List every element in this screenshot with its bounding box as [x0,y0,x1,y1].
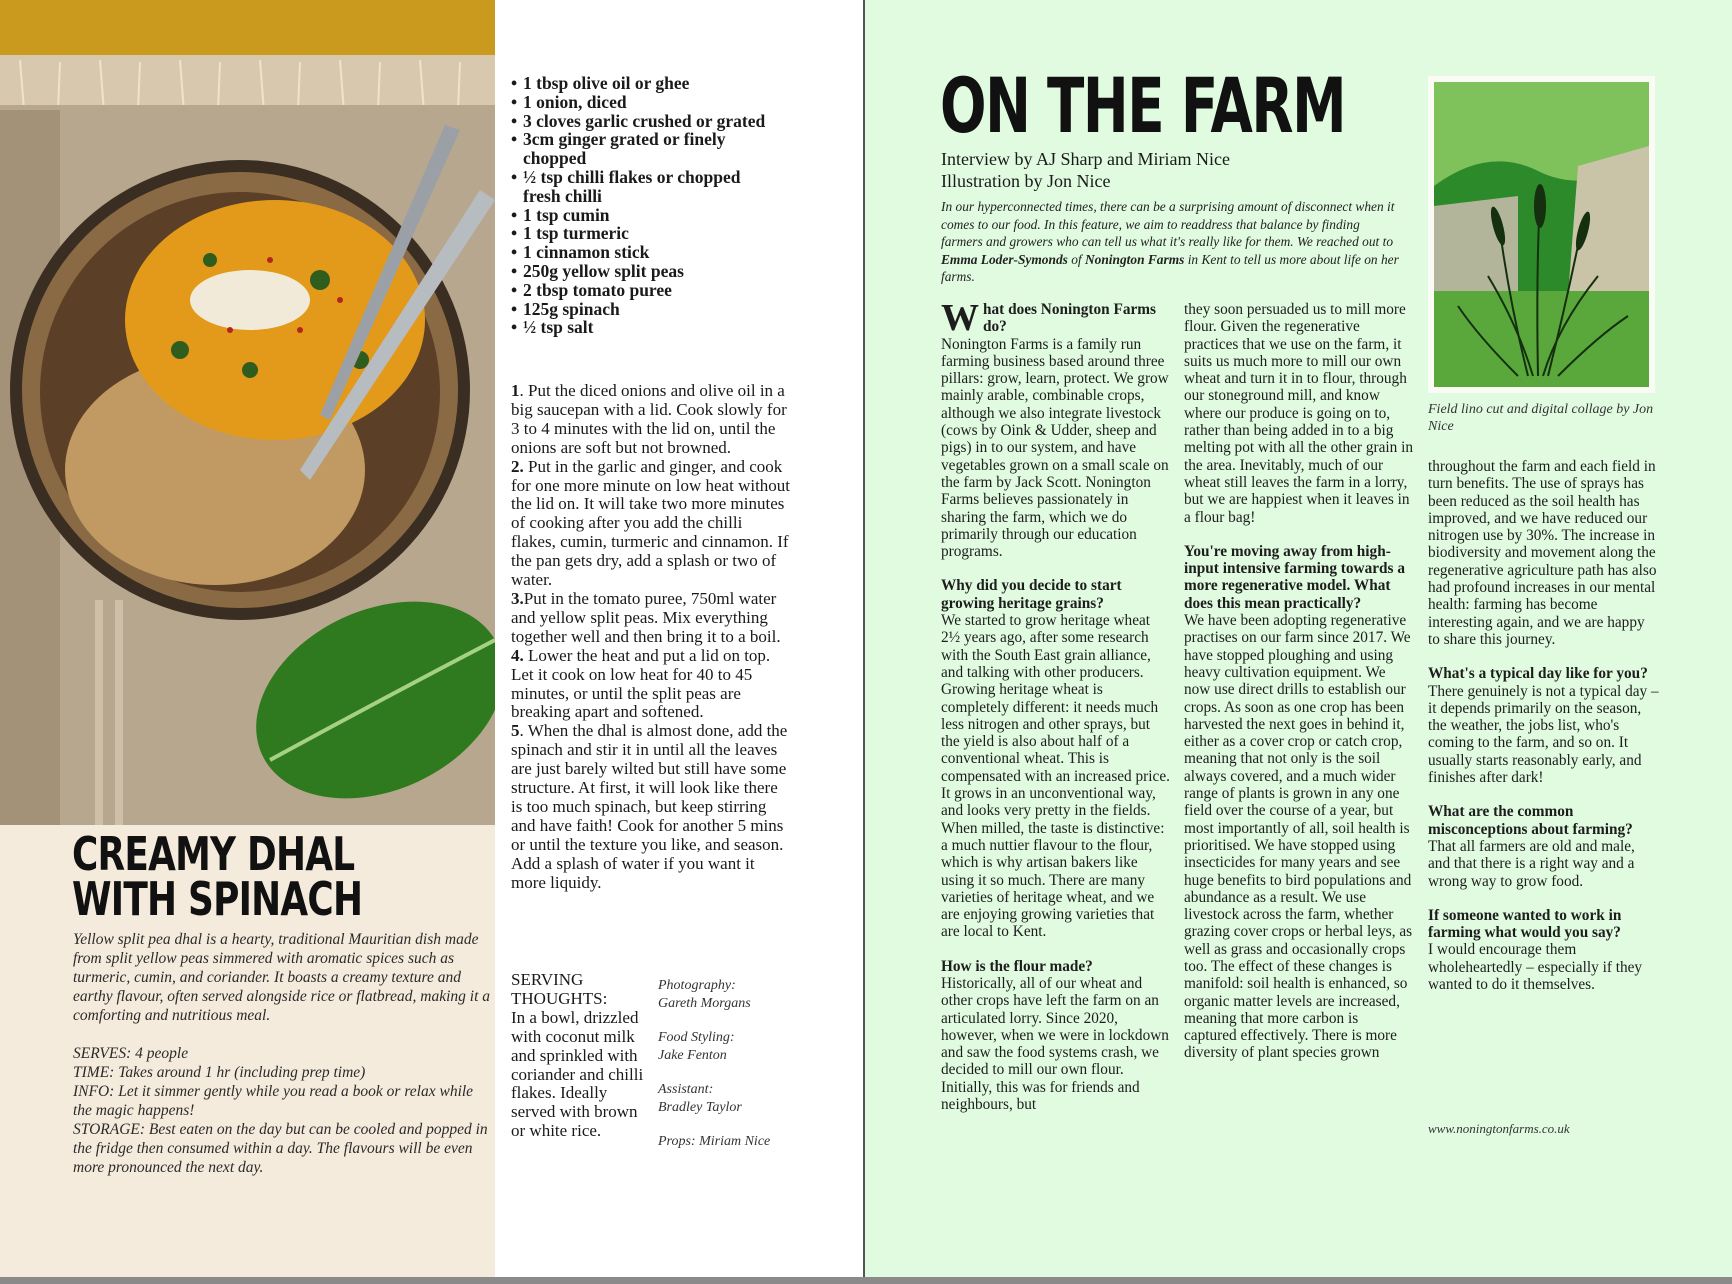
answer-text: That all farmers are old and male, and that there is a right way and a wrong way to grow food. [1428,837,1635,890]
credit-item: Food Styling: Jake Fenton [658,1030,735,1063]
info-line: INFO: Let it simmer gently while you read a book or relax while the magic happens! [73,1083,474,1119]
recipe-title: CREAMY DHAL WITH SPINACH [72,827,363,926]
credit-item: Props: Miriam Nice [658,1134,771,1149]
ingredient-item: • 1 tsp turmeric [511,224,781,243]
wheat-field-artwork [1428,76,1655,393]
answer-text: There genuinely is not a typical day – it depends primarily on the season, the weather, the jobs list, who's coming to the farm, and so on. It usually starts reasonably early, and finishes after dark! [1428,682,1659,787]
credit-item: Photography: Gareth Morgans [658,978,751,1011]
storage-line: STORAGE: Best eaten on the day but can be cooled and popped in the fridge then consumed within a day. The flavours will be even more pronounced the next day. [73,1121,488,1176]
question-heading: How is the flour made? [941,957,1093,975]
ingredient-item: • 2 tbsp tomato puree [511,281,781,300]
drop-cap: W [941,297,979,339]
farm-title: ON THE FARM [940,61,1346,150]
field-linocut-illustration [1428,76,1655,393]
intro-paragraph: In our hyperconnected times, there can be a surprising amount of disconnect when it comes to our food. In this feature, we aim to readdress that balance by finding farmers and growers who can tell us what it's really like for them. We reached out to Emma Loder-Symonds of Nonington Farms in Kent to tell us more about life on her farms. [941,199,1399,284]
question-heading: Why did you decide to start growing heritage grains? [941,577,1122,612]
answer-text: Historically, all of our wheat and other crops have left the farm on an articulated lorry. Since 2020, however, when we were in lockdown and saw the food systems crash, we decided to mill our own flour. Initially, this was for friends and neighbours, but [941,974,1169,1114]
illustration-caption: Field lino cut and digital collage by Jon Nice [1428,402,1654,434]
bottom-edge [0,1277,1732,1284]
answer-text: throughout the farm and each field in turn benefits. The use of sprays has been reduced as the soil health has improved, and we have reduced our nitrogen use by 30%. The increase in biodiversity and movement along the regenerative agriculture path has also had profound increases in our mental health: farming has become interesting again, and we are happy to share this journey. [1428,458,1657,648]
question-heading: What does Nonington Farms do? [941,297,1156,339]
method-step: 5. When the dhal is almost done, add the spinach and stir it in until all the leaves are just barely wilted but still have some structure. At first, it will look like there is too much spinach, but keep stirring and have faith! Cook for another 5 mins or until the texture you like, and season. Add a splash of water if you want it more liquidy. [511,721,788,892]
ingredient-item: • 3 cloves garlic crushed or grated [511,112,781,131]
question-heading: What's a typical day like for you? [1428,665,1648,683]
serving-heading: SERVING THOUGHTS: [511,970,608,1008]
time-line: TIME: Takes around 1 hr (including prep time) [73,1064,366,1081]
recipe-meta [73,1044,493,1177]
ingredient-item: • 1 tsp cumin [511,206,781,225]
question-heading: You're moving away from high-input intensive farming towards a more regenerative model. What does this mean practically? [1184,542,1405,612]
recipe-description: Yellow split pea dhal is a hearty, traditional Mauritian dish made from split yellow peas simmered with aromatic spices such as turmeric, cumin, and coriander. It boasts a creamy texture and earthy flavour, often served alongside rice or flatbread, making it a comforting and nutritious meal. [73,931,491,1024]
answer-text: I would encourage them wholeheartedly – especially if they wanted to do it themselves. [1428,941,1643,994]
method-steps [511,382,791,892]
answer-text: they soon persuaded us to mill more flour. Given the regenerative practices that we use on the farm, it suits us much more to mill our own wheat and turn it in to flour, through our stoneground mill, and know where our produce is going on to, rather than being added in to a big melting pot with all the other grain in the area. Inevitably, much of our wheat still leaves the farm in a lorry, but we are happiest when it leaves in a flour bag! [1184,301,1413,526]
method-step: 4. Lower the heat and put a lid on top. Let it cook on low heat for 40 to 45 minutes, or until the split peas are breaking apart and softened. [511,645,771,722]
ingredient-item: • 250g yellow split peas [511,262,781,281]
photo-credits [658,977,798,1168]
ingredients-list [511,74,781,337]
ingredient-item: • ½ tsp salt [511,318,781,337]
article-column-2 [1184,301,1414,1062]
answer-text: We started to grow heritage wheat 2½ years ago, after some research with the South East grain alliance, and talking with other producers. Growing heritage wheat is completely different: it needs much less nitrogen and other sprays, but the yield is also about half of a conventional wheat. This is compensated with an increased price. It grows in an unconventional way, and looks very pretty in the fields. When milled, the taste is distinctive: a much nuttier flavour to the flour, which is why artisan bakers like using it so much. There are many varieties of heritage wheat, and we are enjoying growing varieties that are local to Kent. [941,612,1170,941]
ingredient-item: • 1 cinnamon stick [511,243,781,262]
ingredient-item: • 1 onion, diced [511,93,781,112]
ingredient-item: • 125g spinach [511,300,781,319]
ingredient-item: • ½ tsp chilli flakes or chopped fresh chilli [511,168,781,206]
serving-thoughts [511,971,646,1141]
serves-line: SERVES: 4 people [73,1045,189,1062]
method-step: 1. Put the diced onions and olive oil in a big saucepan with a lid. Cook slowly for 3 to 4 minutes with the lid on, until the onions are soft but not browned. [511,381,787,457]
byline: Interview by AJ Sharp and Miriam Nice Illustration by Jon Nice [941,149,1230,191]
question-heading: If someone wanted to work in farming what would you say? [1428,906,1622,942]
method-step: 2. Put in the garlic and ginger, and cook for one more minute on low heat without the lid on. It will take two more minutes of cooking after you add the chilli flakes, cumin, turmeric and cinnamon. If the pan gets dry, add a splash or two of water. [511,456,791,590]
answer-text: Nonington Farms is a family run farming business based around three pillars: grow, learn, protect. We grow mainly arable, combinable crops, although we also integrate livestock (cows by Oink & Udder, sheep and pigs) in to our system, and have vegetables grown on a small scale on the farm by Jack Scott. Nonington Farms believes passionately in sharing the farm, which we do primarily through our education programs. [941,335,1169,561]
ingredient-item: • 3cm ginger grated or finely chopped [511,130,781,168]
method-step: 3.Put in the tomato puree, 750ml water and yellow split peas. Mix everything together well and then bring it to a boil. [511,588,781,646]
dhal-bowl-illustration [0,0,495,825]
serving-text: In a bowl, drizzled with coconut milk and sprinkled with coriander and chilli flakes. Ideally served with brown or white rice. [511,1007,644,1141]
dhal-photo [0,0,495,825]
question-heading: What are the common misconceptions about farming? [1428,803,1633,838]
website-link[interactable]: www.noningtonfarms.co.uk [1428,1121,1570,1136]
ingredient-item: • 1 tbsp olive oil or ghee [511,74,781,93]
answer-text: We have been adopting regenerative practises on our farm since 2017. We have stopped ploughing and using heavy cultivation equipment. We now use direct drills to establish our crops. As soon as one crop has been harvested the next goes in behind it, either as a cover crop or catch crop, meaning that not only is the soil always covered, and a much wider range of plants is grown in any one field over the course of a year, but most importantly of all, soil health is prioritised. We have stopped using insecticides for many years and see huge benefits to bird populations and abundance as a result. We use livestock across the farm, whether grazing cover crops or herbal leys, as well as grass and occasionally crops too. The effect of these changes is manifold: soil health is enhanced, so organic matter levels are increased, meaning that more carbon is captured effectively. There is more diversity of plant species grown [1184,612,1413,1062]
article-column-1 [941,297,1171,1114]
article-column-3 [1428,458,1660,993]
credit-item: Assistant: Bradley Taylor [658,1082,742,1115]
